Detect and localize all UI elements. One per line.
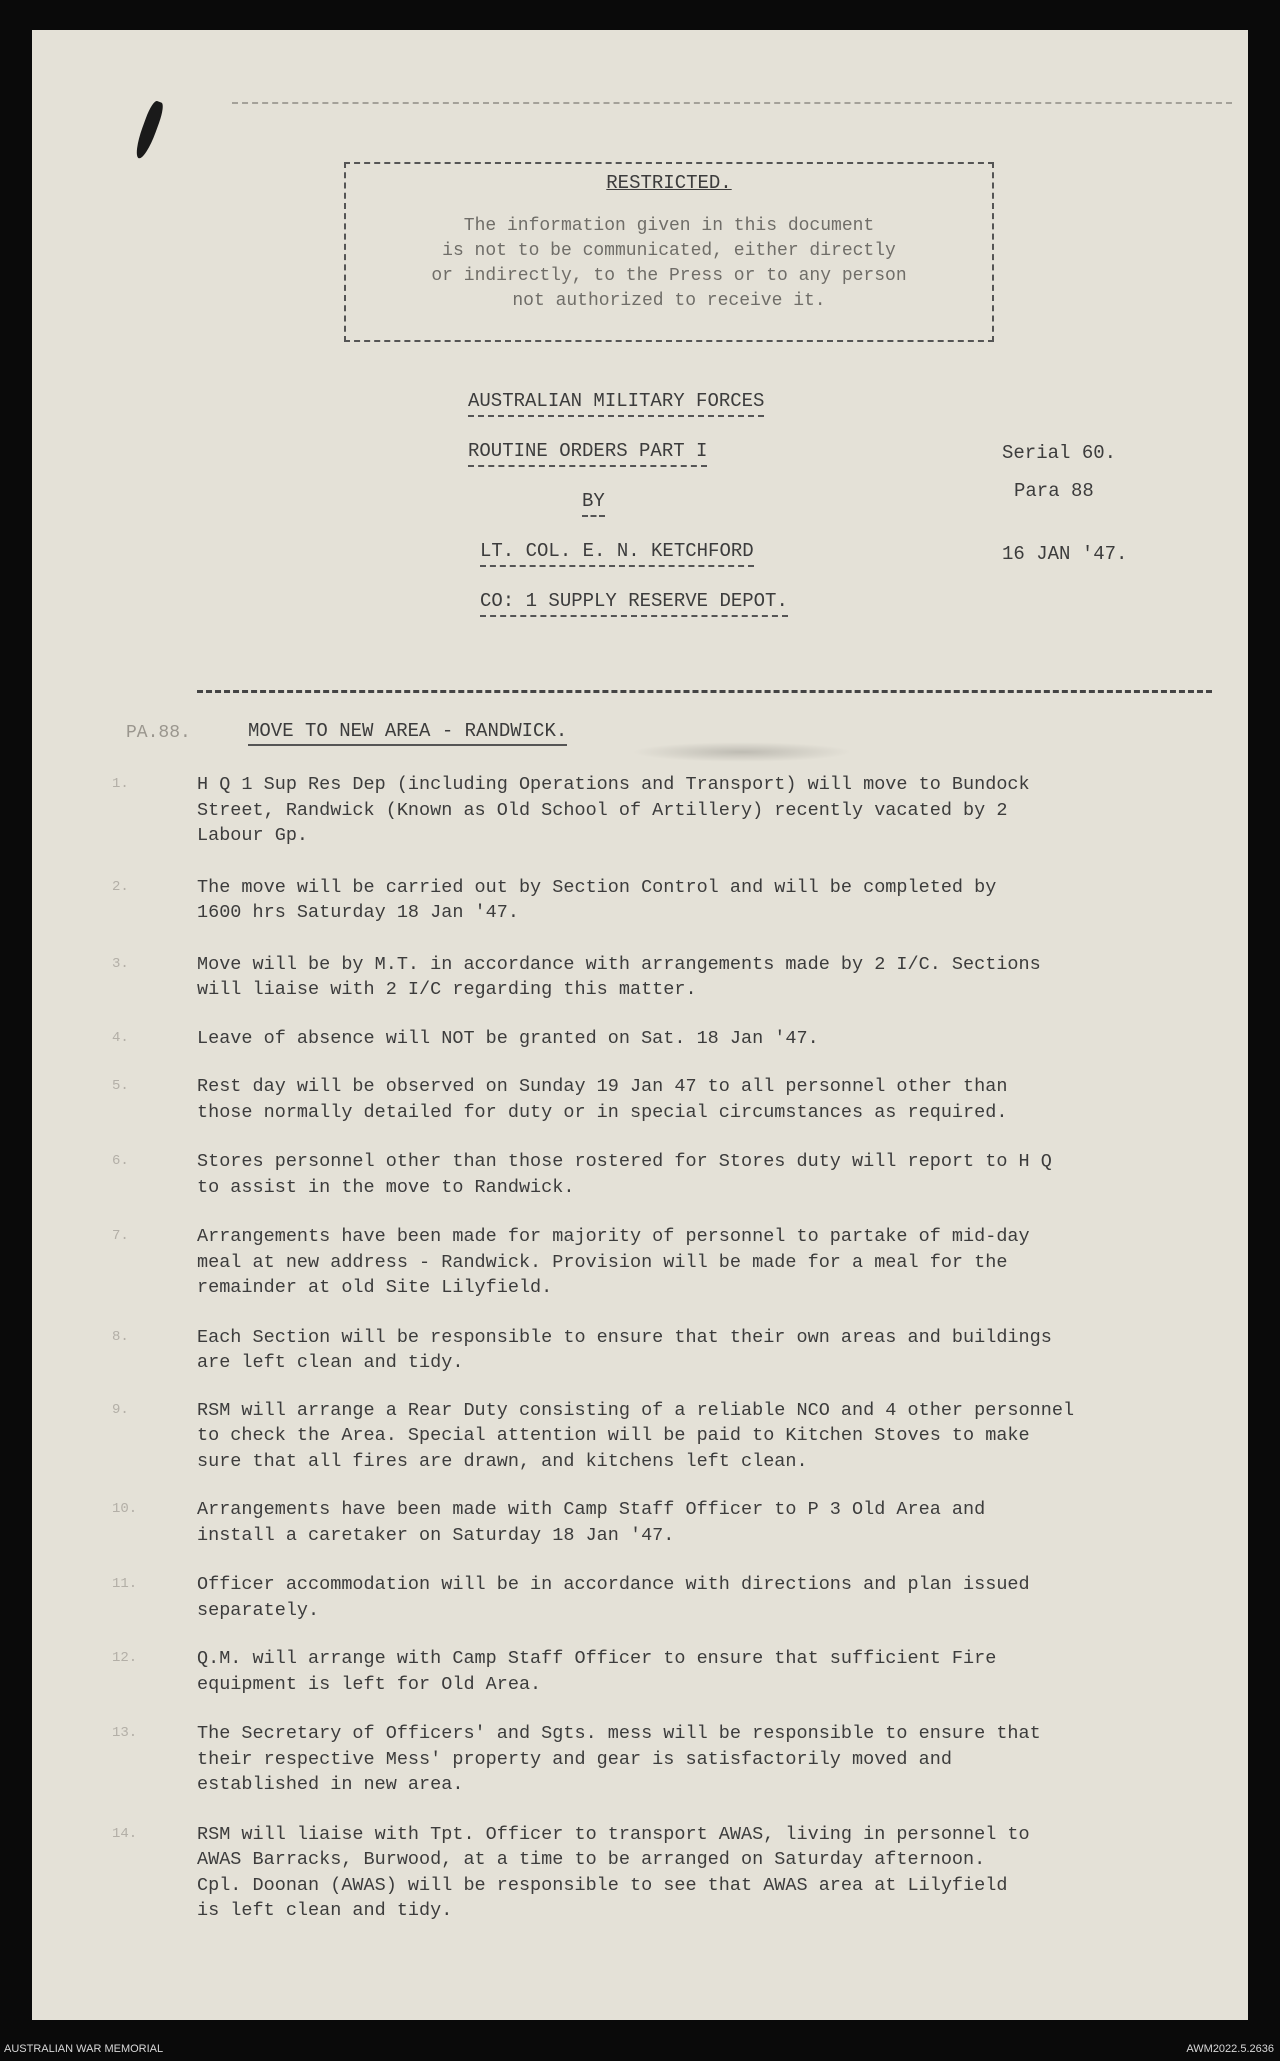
- order-item: [112, 1026, 1237, 1052]
- order-item-number: 2.: [112, 878, 129, 895]
- order-item-text: Officer accommodation will be in accordance with directions and plan issued separately.: [197, 1574, 1030, 1621]
- order-item: [112, 1822, 1237, 1924]
- order-item-text: Q.M. will arrange with Camp Staff Officer to ensure that sufficient Fire equipment is left for Old Area.: [197, 1648, 997, 1695]
- order-item-number: 5.: [112, 1078, 129, 1094]
- order-item: [112, 1572, 1237, 1623]
- header-line-5: CO: 1 SUPPLY RESERVE DEPOT.: [480, 590, 788, 617]
- smudge: [632, 742, 852, 762]
- order-item-text: Each Section will be responsible to ensure that their own areas and buildings are left clean and tidy.: [197, 1326, 1052, 1373]
- order-item-number: 13.: [112, 1725, 138, 1741]
- header-line-3: BY: [582, 490, 605, 517]
- order-item: [112, 1497, 1237, 1548]
- order-item-text: Move will be by M.T. in accordance with arrangements made by 2 I/C. Sections will liaise with 2 I/C regarding this matter.: [197, 953, 1041, 1000]
- order-item-number: 14.: [112, 1825, 138, 1842]
- footer-right: AWM2022.5.2636: [1186, 2043, 1274, 2055]
- order-item: [112, 1721, 1237, 1798]
- order-item: [112, 1224, 1237, 1301]
- header-line-1: AUSTRALIAN MILITARY FORCES: [468, 390, 764, 417]
- order-item: [112, 1646, 1237, 1697]
- order-item-text: Leave of absence will NOT be granted on Sat. 18 Jan '47.: [197, 1027, 819, 1049]
- footer-left: AUSTRALIAN WAR MEMORIAL: [4, 2043, 164, 2055]
- order-item-text: RSM will arrange a Rear Duty consisting of a reliable NCO and 4 other personnel to check the Area. Special attention will be paid to Kitchen Stoves to make sure that all fires are drawn, and kitchens left clean.: [197, 1399, 1075, 1472]
- order-item: [112, 1149, 1237, 1200]
- order-item-text: Rest day will be observed on Sunday 19 Jan 47 to all personnel other than those normally detailed for duty or in special circumstances as required.: [197, 1076, 1008, 1123]
- order-item-text: Arrangements have been made for majority of personnel to partake of mid-day meal at new address - Randwick. Provision will be made for a meal for the remainder at old Site Lilyfield.: [197, 1226, 1030, 1298]
- order-item-text: H Q 1 Sup Res Dep (including Operations and Transport) will move to Bundock Street, Randwick (Known as Old School of Artillery) recently vacated by 2 Labour Gp.: [197, 774, 1030, 846]
- ink-mark: [132, 99, 166, 160]
- order-item: [112, 1325, 1237, 1376]
- order-item: [112, 952, 1237, 1003]
- header-line-2: ROUTINE ORDERS PART I: [468, 440, 707, 467]
- order-item-text: RSM will liaise with Tpt. Officer to transport AWAS, living in personnel to AWAS Barracks, Burwood, at a time to be arranged on Saturday afternoon. Cpl. Doonan (AWAS) will be responsible to see that AWAS area at Lilyfield is left clean and tidy.: [197, 1823, 1030, 1921]
- order-item: [112, 1398, 1237, 1475]
- order-item: [112, 772, 1237, 849]
- order-item-text: Arrangements have been made with Camp Staff Officer to P 3 Old Area and install a caretaker on Saturday 18 Jan '47.: [197, 1499, 986, 1546]
- restricted-notice-box: [344, 162, 994, 342]
- order-item-number: 3.: [112, 955, 129, 972]
- order-item-number: 12.: [112, 1650, 138, 1666]
- order-date: 16 JAN '47.: [1002, 543, 1128, 565]
- order-item-number: 7.: [112, 1228, 129, 1244]
- order-item-text: The Secretary of Officers' and Sgts. mess will be responsible to ensure that their respective Mess' property and gear is satisfactorily moved and established in new area.: [197, 1723, 1041, 1795]
- top-dashed-line: [232, 102, 1232, 108]
- serial-number: Serial 60.: [1002, 442, 1117, 464]
- order-item-number: 10.: [112, 1501, 138, 1517]
- header-line-4: LT. COL. E. N. KETCHFORD: [480, 540, 754, 567]
- order-items: [112, 772, 1237, 1924]
- order-item-number: 9.: [112, 1401, 129, 1418]
- order-item-number: 6.: [112, 1153, 129, 1169]
- section-para-number: PA.88.: [126, 723, 191, 743]
- order-item-number: 11.: [112, 1576, 138, 1592]
- order-item-number: 1.: [112, 776, 129, 792]
- order-item-number: 8.: [112, 1328, 129, 1345]
- document-page: [32, 30, 1248, 2020]
- section-rule: [197, 690, 1212, 693]
- order-item-text: The move will be carried out by Section Control and will be completed by 1600 hrs Saturday 18 Jan '47.: [197, 876, 997, 923]
- order-item: [112, 1074, 1237, 1125]
- section-title: MOVE TO NEW AREA - RANDWICK.: [248, 720, 567, 746]
- restricted-text: The information given in this document is not to be communicated, either directly or indirectly, to the Press or to any person not authorized to receive it.: [431, 216, 907, 311]
- order-item-number: 4.: [112, 1029, 129, 1046]
- order-item-text: Stores personnel other than those rostered for Stores duty will report to H Q to assist in the move to Randwick.: [197, 1151, 1052, 1198]
- order-item: [112, 875, 1237, 926]
- restricted-title: RESTRICTED.: [606, 172, 732, 194]
- para-number: Para 88: [1014, 480, 1094, 502]
